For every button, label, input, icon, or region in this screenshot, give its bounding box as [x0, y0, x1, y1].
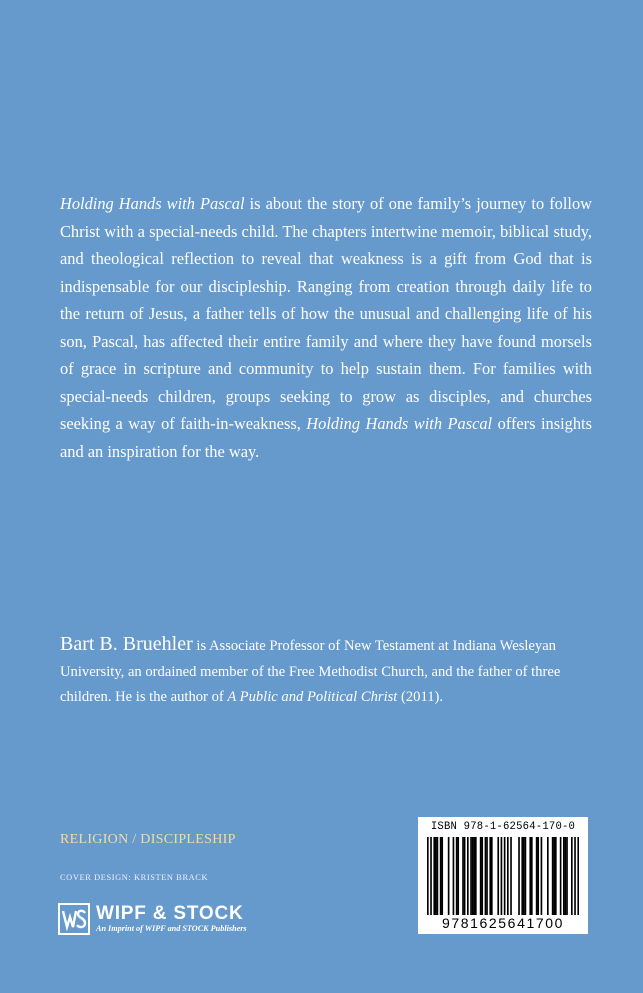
barcode-bar	[433, 837, 435, 915]
barcode-bar	[531, 837, 533, 915]
barcode-bar	[472, 837, 474, 915]
barcode-bar	[475, 837, 477, 915]
barcode-bar	[507, 837, 509, 915]
barcode-bar	[537, 837, 539, 915]
barcode-bar	[481, 837, 483, 915]
description-text-end: offers insights and an inspiration for the way.	[60, 414, 592, 461]
barcode-bar	[560, 837, 562, 915]
barcode-bar	[529, 837, 531, 915]
barcode-bar	[510, 837, 512, 915]
barcode-bar	[467, 837, 469, 915]
barcode-bar	[435, 837, 437, 915]
barcode-bar	[497, 837, 499, 915]
previous-book-title: A Public and Political Christ	[227, 689, 398, 705]
publisher-name: WIPF & STOCK	[96, 903, 244, 924]
description-paragraph	[60, 190, 592, 465]
barcode-bar	[440, 837, 442, 915]
barcode-bar	[456, 837, 458, 915]
isbn-barcode	[418, 817, 588, 934]
author-bio-text-end: (2011).	[397, 689, 444, 705]
isbn-label: ISBN 978-1-62564-170-0	[430, 821, 576, 833]
barcode-bar	[504, 837, 506, 915]
barcode-bars	[427, 837, 579, 915]
barcode-bar	[486, 837, 488, 915]
barcode-bar	[491, 837, 493, 915]
publisher-text	[96, 904, 247, 934]
barcode-bar	[427, 837, 429, 915]
barcode-digits: 9781625641700	[441, 915, 565, 931]
book-title: Holding Hands with Pascal	[60, 194, 245, 213]
barcode-bar	[457, 837, 459, 915]
barcode-bar	[501, 837, 503, 915]
barcode-bar	[541, 837, 543, 915]
barcode-bar	[453, 837, 455, 915]
book-category: RELIGION / DISCIPLESHIP	[60, 832, 236, 847]
barcode-bar	[571, 837, 573, 915]
barcode-bar	[553, 837, 555, 915]
barcode-bar	[547, 837, 549, 915]
barcode-bar	[521, 837, 523, 915]
barcode-bar	[437, 837, 439, 915]
author-bio	[60, 632, 592, 711]
barcode-bar	[448, 837, 450, 915]
barcode-bar	[552, 837, 554, 915]
author-bio-text: is Associate Professor of New Testament at Indiana Wesleyan University, an ordained member of the Free Methodist Church, and the father of three children. He is the author of	[60, 638, 561, 705]
publisher-tagline: An Imprint of WIPF and STOCK Publishers	[96, 924, 247, 933]
barcode-bar	[523, 837, 525, 915]
barcode-bar	[430, 837, 432, 915]
barcode-bar	[464, 837, 466, 915]
barcode-bar	[536, 837, 538, 915]
barcode-bar	[462, 837, 464, 915]
barcode-bar	[577, 837, 579, 915]
barcode-bar	[473, 837, 475, 915]
description-text: is about the story of one family’s journey to follow Christ with a special-needs child. The chapters intertwine memoir, biblical study, and theological reflection to reveal that weakness is a gift from God that is indispensable for our discipleship. Ranging from creation through daily life to the return of Jesus, a father tells of how the unusual and challenging life of his son, Pascal, has affected their entire family and where they have found morsels of grace in scripture and community to help sustain them. For families with special-needs children, groups seeking to grow as disciples, and churches seeking a way of faith-in-weakness,	[60, 194, 592, 433]
barcode-bar	[480, 837, 482, 915]
author-name: Bart B. Bruehler	[60, 633, 193, 655]
cover-design-credit: COVER DESIGN: KRISTEN BRACK	[60, 873, 209, 882]
barcode-bar	[470, 837, 472, 915]
barcode-bar	[566, 837, 568, 915]
barcode-bar	[565, 837, 567, 915]
barcode-bar	[574, 837, 576, 915]
barcode-bar	[485, 837, 487, 915]
barcode-bar	[555, 837, 557, 915]
ws-monogram-icon	[58, 903, 90, 935]
barcode-bar	[563, 837, 565, 915]
barcode-bar	[525, 837, 527, 915]
barcode-bar	[518, 837, 520, 915]
barcode-bar	[489, 837, 491, 915]
publisher-logo	[58, 902, 247, 936]
book-title: Holding Hands with Pascal	[306, 414, 493, 433]
book-description	[60, 190, 592, 465]
barcode-bar	[441, 837, 443, 915]
